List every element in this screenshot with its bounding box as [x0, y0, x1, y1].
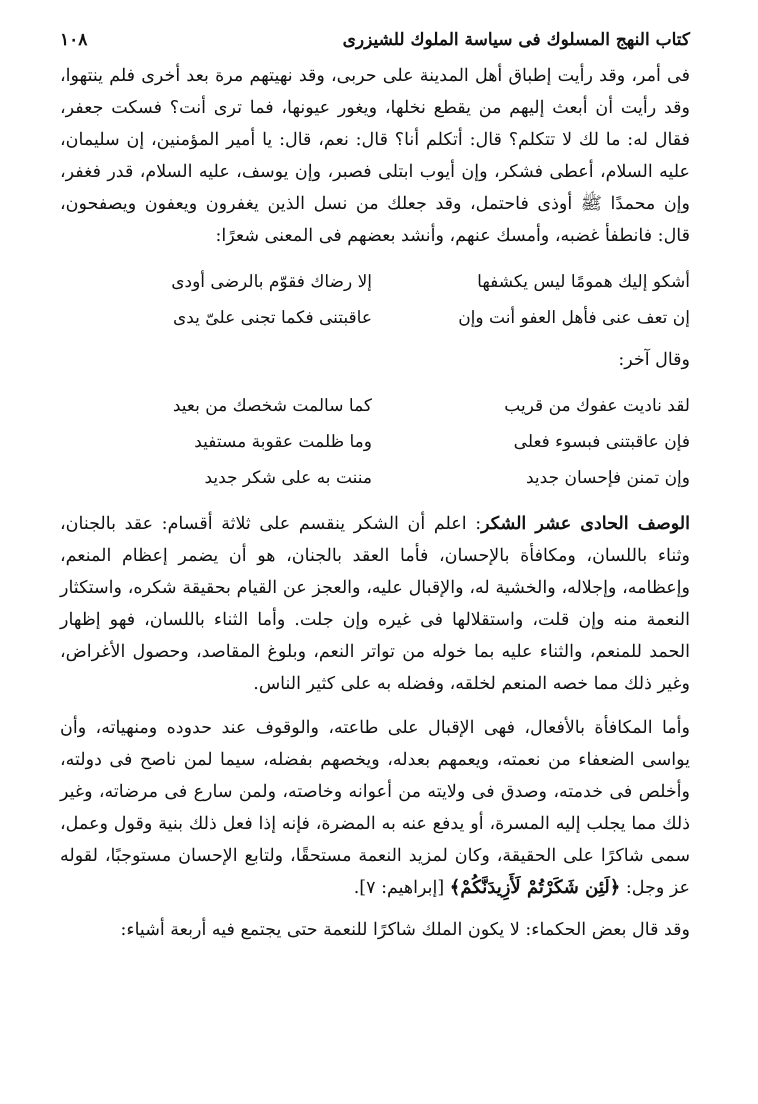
poem-1	[60, 264, 690, 336]
hemistich-second: إلا رضاك فقوّم بالرضى أودى	[171, 272, 372, 292]
hemistich-first: أشكو إليك همومًا ليس يكشفها	[477, 272, 690, 292]
hemistich-first: وإن تمنن فإحسان جديد	[526, 468, 690, 488]
hemistich-first: لقد ناديت عفوك من قريب	[504, 396, 690, 416]
paragraph-gratitude-intro	[60, 508, 690, 700]
paragraph-story: فى أمر، وقد رأيت إطباق أهل المدينة على حربى، وقد نهيتهم مرة بعد أخرى فلم ينتهوا، وقد رأيت أن أبعث إليهم من يقطع نخلها، ويغور عيونها، فما ترى أنت؟ فسكت جعفر، فقال له: ما لك لا تتكلم؟ قال: أتكلم أنا؟ قال: نعم، قال: يا أمير المؤمنين، إن سليمان، عليه السلام، أعطى فشكر، وإن أيوب ابتلى فصبر، وإن يوسف، عليه السلام، قدر فغفر، وإن محمدًا ﷺ أوذى فاحتمل، وقد جعلك من نسل الذين يغفرون ويعفون ويصفحون، قال: فانطفأ غضبه، وأمسك عنهم، وأنشد بعضهم فى المعنى شعرًا:	[60, 66, 690, 246]
running-header	[60, 30, 690, 56]
paragraph-wise-saying: وقد قال بعض الحكماء: لا يكون الملك شاكرًا للنعمة حتى يجتمع فيه أربعة أشياء:	[120, 920, 690, 940]
hemistich-second: عاقبتنى فكما تجنى علىّ يدى	[172, 308, 372, 328]
book-title: كتاب النهج المسلوك فى سياسة الملوك للشيزرى	[342, 30, 690, 50]
paragraph-deeds	[60, 712, 690, 904]
book-page	[60, 30, 690, 946]
quran-reference: [إبراهيم: ٧].	[353, 878, 445, 898]
poem-2-intro: وقال آخر:	[618, 350, 690, 370]
poem-line	[60, 300, 690, 336]
page-number: ١٠٨	[60, 30, 88, 50]
hemistich-first: إن تعف عنى فأهل العفو أنت وإن	[458, 308, 690, 328]
hemistich-second: كما سالمت شخصك من بعيد	[172, 396, 372, 416]
poem-line	[60, 460, 690, 496]
paragraph-deeds-text: وأما المكافأة بالأفعال، فهى الإقبال على طاعته، والوقوف عند حدوده ومنهياته، وأن يواسى الضعفاء من نعمته، ويعمهم بعدله، ويخصهم بفضله، سيما لمن ناصح فى دولته، وأخلص فى خدمته، وصدق فى ولايته من أعوانه وخاصته، ولمن سارع فى مرضاته، وغير ذلك مما يجلب إليه المسرة، أو يدفع عنه به المضرة، فإنه إذا فعل ذلك بنية وقول وعمل، سمى شاكرًا على الحقيقة، وكان لمزيد النعمة مستحقًا، ولتابع الإحسان مستوجبًا، لقوله عز وجل:	[60, 718, 690, 898]
poem-line	[60, 424, 690, 460]
hemistich-second: مننت به على شكر جديد	[204, 468, 372, 488]
poem-line	[60, 264, 690, 300]
hemistich-second: وما ظلمت عقوبة مستفيد	[194, 432, 372, 452]
poem-2	[60, 388, 690, 496]
poem-line	[60, 388, 690, 424]
quran-verse: ﴿لَئِن شَكَرْتُمْ لَأَزِيدَنَّكُمْ﴾	[449, 877, 621, 898]
paragraph-gratitude-text: : اعلم أن الشكر ينقسم على ثلاثة أقسام: عقد بالجنان، وثناء باللسان، ومكافأة بالإحسان، فأما العقد بالجنان، هو أن يضمر إعظام المنعم، وإعظامه، وإجلاله، والخشية له، والإقبال عليه، والعجز عن القيام بحقيقة شكره، واستكثار النعمة منه وإن قلت، واستقلالها فى غيره وإن جلت. وأما الثناء باللسان، فهو إظهار الحمد للمنعم، والثناء عليه بما خوله من تواتر النعم، وبلوغ المقاصد، وحصول الأغراض، وغير ذلك مما خصه المنعم لخلقه، وفضله به على كثير الناس.	[60, 514, 691, 694]
section-heading: الوصف الحادى عشر الشكر	[481, 514, 690, 534]
hemistich-first: فإن عاقبتنى فبسوء فعلى	[513, 432, 690, 452]
